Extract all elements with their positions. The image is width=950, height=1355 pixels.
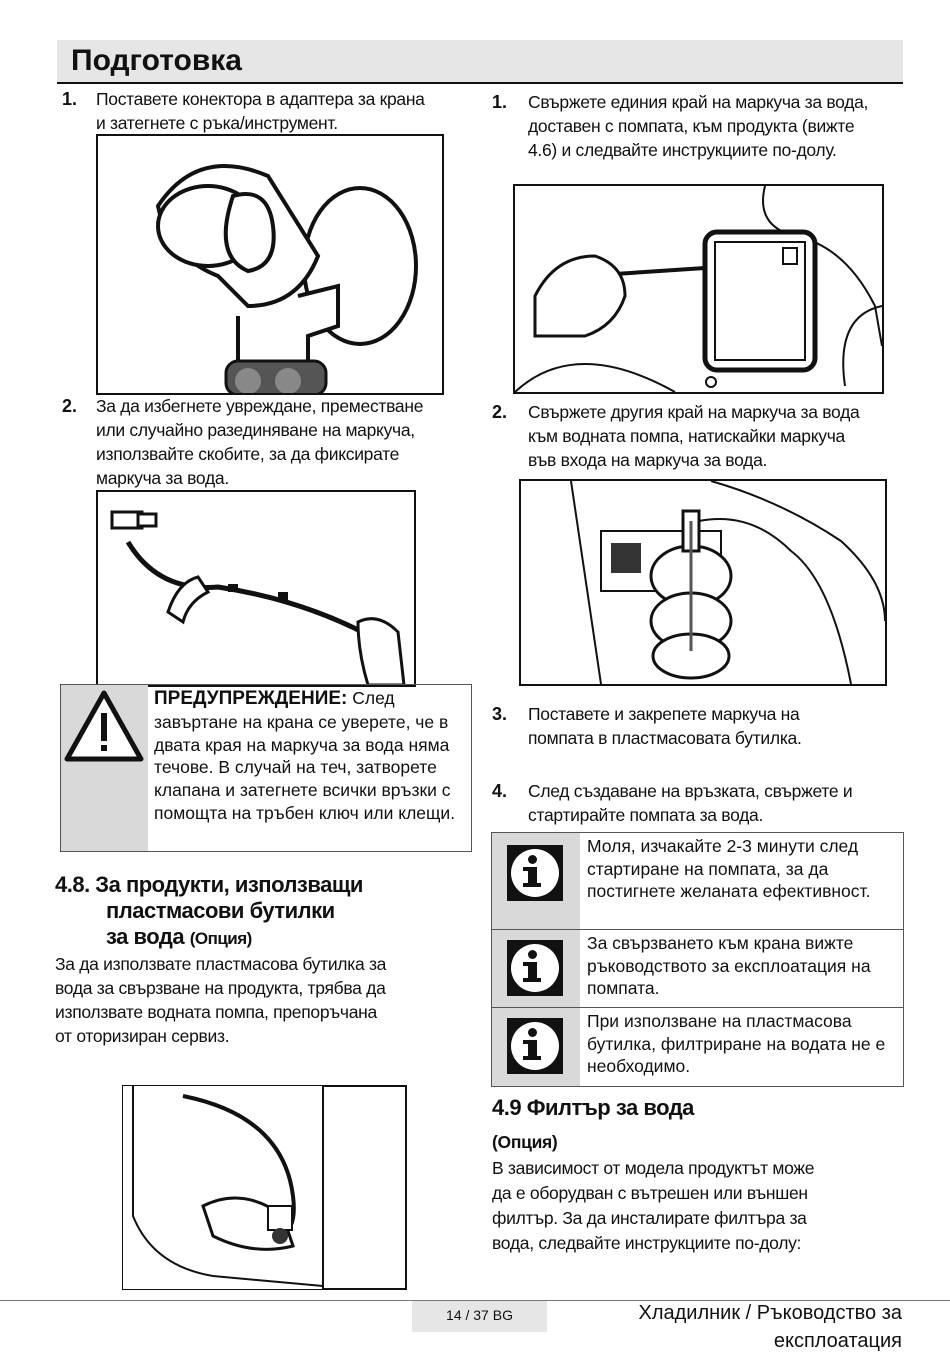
left-step1-text: Поставете конектора в адаптера за крана и затегнете с ръка/инструмент. (96, 89, 425, 133)
info-text: Моля, изчакайте 2-3 минути след стартиране на помпата, за да постигнете желаната ефективност. (587, 836, 871, 901)
section-4-8-title (55, 872, 363, 952)
pump-connection-illustration (122, 1085, 407, 1290)
warning-label: ПРЕДУПРЕЖДЕНИЕ: (154, 688, 348, 709)
right-step3-text: Поставете и закрепете маркуча на помпата в пластмасовата бутилка. (528, 704, 802, 748)
warning-triangle-icon (61, 687, 148, 767)
right-step4-number: 4. (492, 781, 508, 801)
section-4-8-body: За да използвате пластмасова бутилка за вода за свързване на продукта, трябва да използвате водната помпа, препоръчана от оторизиран сервиз. (55, 954, 387, 1046)
info-icon (507, 1018, 563, 1074)
tap-adapter-illustration (96, 134, 444, 395)
section-4-9-body: В зависимост от модела продуктът може да е оборудван с вътрешен или външен филтър. За да инсталирате филтъра за вода, следвайте инструкциите по-долу: (492, 1158, 815, 1253)
section-4-9-option: (Опция) (492, 1132, 558, 1152)
hose-clips-illustration (96, 490, 416, 687)
right-step4-text: След създаване на връзката, свържете и стартирайте помпата за вода. (528, 781, 853, 825)
pump-connection-drawing (123, 1086, 406, 1289)
info-icon (507, 845, 563, 901)
section-4-8-title-line3: за вода (106, 924, 185, 949)
warning-icon-column (61, 685, 148, 851)
info-box (491, 929, 904, 1008)
right-step1-text: Свържете единия край на маркуча за вода, доставен с помпата, към продукта (вижте 4.6) и следвайте инструкциите по-долу. (528, 92, 869, 160)
right-step1-number: 1. (492, 92, 508, 112)
info-text: За свързването към крана вижте ръководството за експлоатация на помпата. (587, 933, 871, 998)
info-icon (507, 940, 563, 996)
pump-device-drawing (515, 186, 882, 392)
warning-text: След завъртане на крана се уверете, че в двата края на маркуча за вода няма течове. В случай на теч, затворете клапана и затегнете всички връзки с помощта на тръбен ключ или клещи. (154, 688, 456, 823)
section-4-8-title-line1: 4.8. За продукти, използващи (55, 872, 363, 897)
section-4-9-title: 4.9 Филтър за вода (492, 1095, 694, 1120)
right-step3-number: 3. (492, 704, 508, 724)
info-box (491, 832, 904, 930)
section-4-8-title-line2: пластмасови бутилки (106, 898, 335, 923)
right-step2-number: 2. (492, 402, 508, 422)
warning-box (60, 684, 472, 852)
hose-clips-drawing (98, 492, 414, 685)
right-step2-text: Свържете другия край на маркуча за вода към водната помпа, натискайки маркуча във входа на маркуча за вода. (528, 402, 860, 470)
info-box (491, 1007, 904, 1087)
section-4-8-option: (Опция) (189, 929, 252, 948)
tap-adapter-drawing (98, 136, 442, 393)
pump-bottle-illustration (519, 479, 887, 686)
info-text: При използване на пластмасова бутилка, филтриране на водата не е необходимо. (587, 1011, 886, 1076)
page-title: Подготовка (71, 44, 242, 77)
warning-text-block (154, 687, 472, 825)
page-header (57, 40, 903, 84)
page-number: 14 / 37 BG (412, 1301, 547, 1332)
footer-title: Хладилник / Ръководство за експлоатация (638, 1302, 902, 1352)
left-step1-number: 1. (62, 89, 78, 109)
left-step2-text: За да избегнете увреждане, преместване или случайно разединяване на маркуча, използвайте скобите, за да фиксирате маркуча за вода. (96, 396, 424, 488)
pump-bottle-drawing (521, 481, 885, 684)
pump-device-illustration (513, 184, 884, 394)
left-step2-number: 2. (62, 396, 78, 416)
